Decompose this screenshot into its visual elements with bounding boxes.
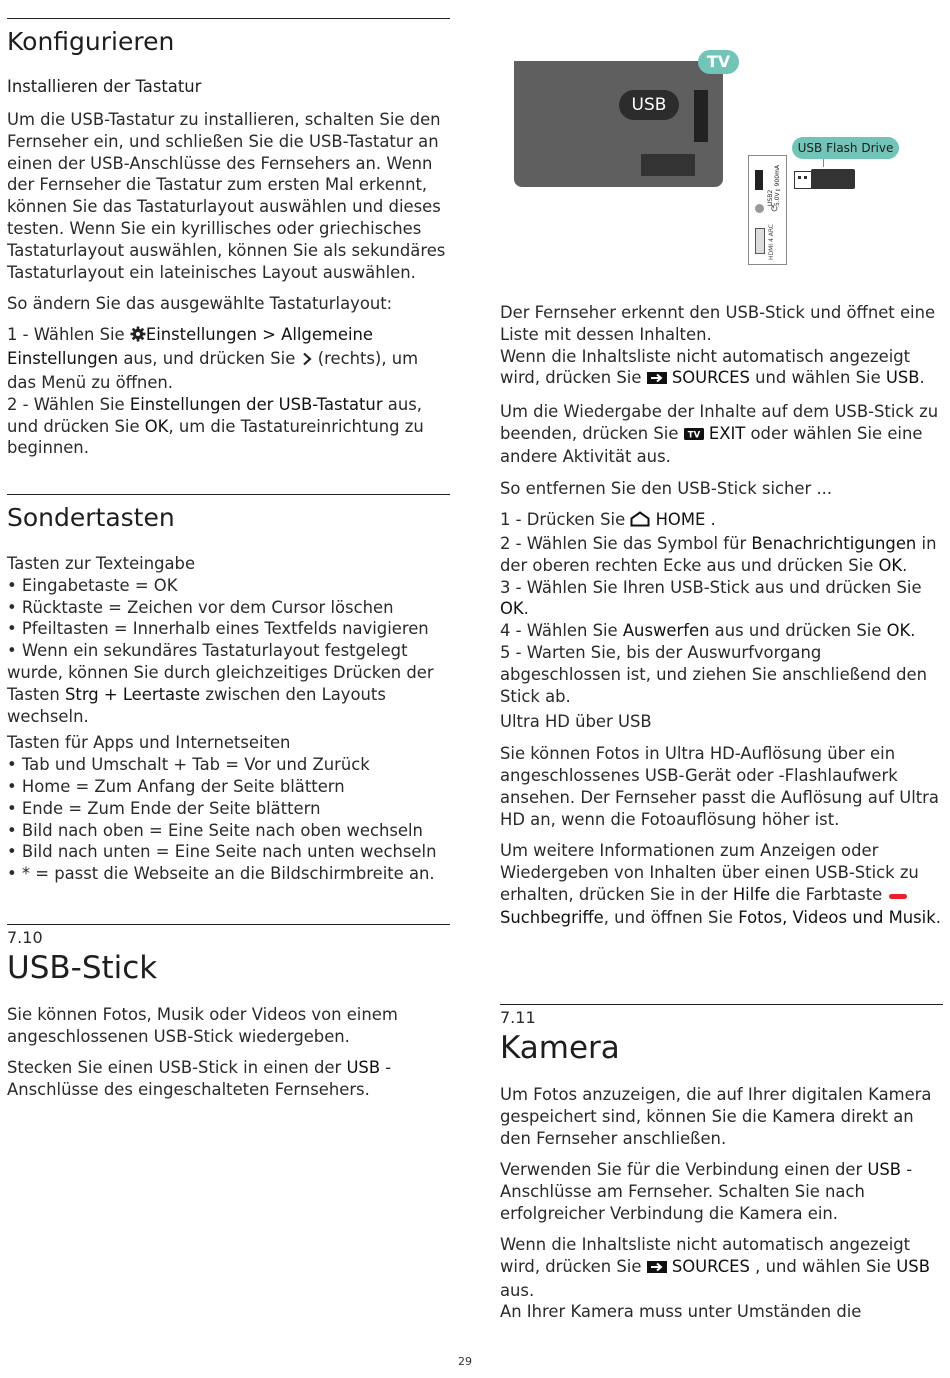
list-item: • Home = Zum Anfang der Seite blättern — [7, 776, 345, 796]
subheading-apps: Tasten für Apps und Internetseiten — [7, 733, 291, 753]
page-number: 29 — [458, 1355, 472, 1368]
chevron-right-icon — [301, 350, 313, 372]
list-item: • Eingabetaste = OK — [7, 575, 178, 595]
sources-icon — [647, 369, 667, 391]
paragraph: Wenn die Inhaltsliste nicht automatisch angezeigt wird, drücken Sie SOURCES und wählen Sie USB. — [500, 346, 944, 392]
paragraph: Um die USB-Tastatur zu installieren, schalten Sie den Fernseher ein, und schließen Sie die USB-Tastatur an einen der USB-Anschlüsse des Fernsehers an. Wenn der Fernseher die Tastatur zum ersten Mal erkennt, können Sie das Tastaturlayout auswählen und dieses testen. Wenn Sie ein kyrillisches oder griechisches Tastaturlayout auswählen, können Sie als sekundäres Tastaturlayout ein lateinisches Layout auswählen. — [7, 110, 446, 282]
subheading-ultra-hd: Ultra HD über USB — [500, 712, 652, 732]
list-item: • Bild nach unten = Eine Seite nach unten wechseln — [7, 842, 437, 862]
sondertasten-body — [7, 553, 451, 885]
step: 1 - Drücken Sie HOME . — [500, 509, 944, 533]
list-item: • Bild nach oben = Eine Seite nach oben wechseln — [7, 820, 423, 840]
section-rule — [7, 924, 450, 925]
usb-port-icon — [755, 170, 763, 190]
list-item: • * = passt die Webseite an die Bildschirmbreite an. — [7, 864, 435, 884]
paragraph: Um Fotos anzuzeigen, die auf Ihrer digitalen Kamera gespeichert sind, können Sie die Kamera direkt an den Fernseher anschließen. — [500, 1085, 932, 1148]
tv-key-icon — [684, 425, 704, 447]
usb-drive-body — [811, 169, 855, 189]
paragraph: Um weitere Informationen zum Anzeigen oder Wiedergeben von Inhalten über einen USB-Stick zu erhalten, drücken Sie in der Hilfe die Farbtaste Suchbegriffe, und öffnen Sie Fotos, Videos und Musik. — [500, 840, 941, 928]
paragraph: Sie können Fotos, Musik oder Videos von einem angeschlossenen USB-Stick wiedergeben. — [7, 1005, 398, 1046]
svg-text:TV: TV — [687, 430, 700, 441]
tv-connector — [641, 154, 695, 176]
section-number: 7.10 — [7, 928, 43, 947]
heading-konfigurieren: Konfigurieren — [7, 27, 175, 56]
step: 4 - Wählen Sie Auswerfen aus und drücken Sie OK. — [500, 621, 916, 641]
instruction-steps: 1 - Wählen Sie Einstellungen > Allgemeine Einstellungen aus, und drücken Sie (rechts), um das Menü zu öffnen. 2 - Wählen Sie Einstellungen der USB-Tastatur aus, und drücken Sie OK, um die Tastatureinrichtung zu beginnen. — [7, 325, 424, 458]
step: 5 - Warten Sie, bis der Auswurfvorgang abgeschlossen ist, und ziehen Sie anschließend den Stick ab. — [500, 642, 927, 706]
paragraph: Verwenden Sie für die Verbindung einen der USB -Anschlüsse am Fernseher. Schalten Sie nach erfolgreicher Verbindung die Kamera ein. — [500, 1159, 913, 1223]
section-rule — [7, 18, 450, 19]
usb-badge: USB — [619, 90, 679, 120]
button-dot — [755, 204, 764, 213]
heading-sondertasten: Sondertasten — [7, 503, 175, 532]
konfigurieren-body — [7, 109, 451, 459]
heading-usb-stick: USB-Stick — [7, 950, 158, 986]
paragraph: So entfernen Sie den USB-Stick sicher ... — [500, 478, 833, 498]
tv-badge: TV — [698, 50, 739, 74]
gear-icon — [130, 326, 146, 348]
section-rule — [500, 1004, 943, 1005]
step: 3 - Wählen Sie Ihren USB-Stick aus und drücken Sie OK. — [500, 577, 922, 619]
sources-icon — [647, 1258, 667, 1280]
flash-drive-badge: USB Flash Drive — [792, 137, 899, 159]
usb-drive-plug — [794, 171, 812, 189]
paragraph: Der Fernseher erkennt den USB-Stick und öffnet eine Liste mit dessen Inhalten. — [500, 303, 936, 344]
paragraph: Stecken Sie einen USB-Stick in einen der USB -Anschlüsse des eingeschalteten Fernsehers. — [7, 1058, 392, 1099]
step: 2 - Wählen Sie das Symbol für Benachrichtigungen in der oberen rechten Ecke aus und drücken Sie OK. — [500, 533, 937, 575]
usb-body — [7, 1004, 451, 1110]
hdmi-port-icon — [755, 228, 765, 254]
hdmi-label: HDMI 4 ARC — [768, 224, 775, 260]
list-item: • Ende = Zum Ende der Seite blättern — [7, 798, 321, 818]
heading-kamera: Kamera — [500, 1030, 620, 1066]
paragraph: An Ihrer Kamera muss unter Umständen die — [500, 1302, 862, 1322]
usb-continued — [500, 302, 944, 939]
paragraph: So ändern Sie das ausgewählte Tastaturlayout: — [7, 293, 393, 313]
section-rule — [7, 494, 450, 495]
red-key-icon — [887, 886, 909, 908]
home-icon — [630, 511, 650, 533]
paragraph: Wenn die Inhaltsliste nicht automatisch angezeigt wird, drücken Sie SOURCES , und wählen Sie USB aus. — [500, 1234, 930, 1300]
list-item: • Wenn ein sekundäres Tastaturlayout festgelegt wurde, können Sie durch gleichzeitiges Drücken der Tasten Strg + Leertaste zwischen den Layouts wechseln. — [7, 641, 434, 726]
port-panel — [748, 155, 787, 265]
list-item: • Tab und Umschalt + Tab = Vor und Zurück — [7, 755, 370, 775]
port-label: USB2 5.0V⎓900mA — [767, 164, 781, 206]
kamera-body — [500, 1084, 944, 1323]
paragraph: Um die Wiedergabe der Inhalte auf dem USB-Stick zu beenden, drücken Sie TV EXIT oder wählen Sie eine andere Aktivität aus. — [500, 401, 939, 467]
list-item: • Rücktaste = Zeichen vor dem Cursor löschen — [7, 597, 394, 617]
refresh-icon: ↻ — [770, 204, 779, 215]
section-number: 7.11 — [500, 1008, 536, 1027]
paragraph: Sie können Fotos in Ultra HD-Auflösung über ein angeschlossenes USB-Gerät oder -Flashlaufwerk ansehen. Der Fernseher passt die Auflösung auf Ultra HD an, wenn die Fotoauflösung höher ist. — [500, 744, 939, 829]
usb-port-slot — [694, 90, 708, 142]
list-item: • Pfeiltasten = Innerhalb eines Textfelds navigieren — [7, 619, 429, 639]
subheading-texteingabe: Tasten zur Texteingabe — [7, 554, 196, 573]
subheading-installieren: Installieren der Tastatur — [7, 77, 202, 96]
